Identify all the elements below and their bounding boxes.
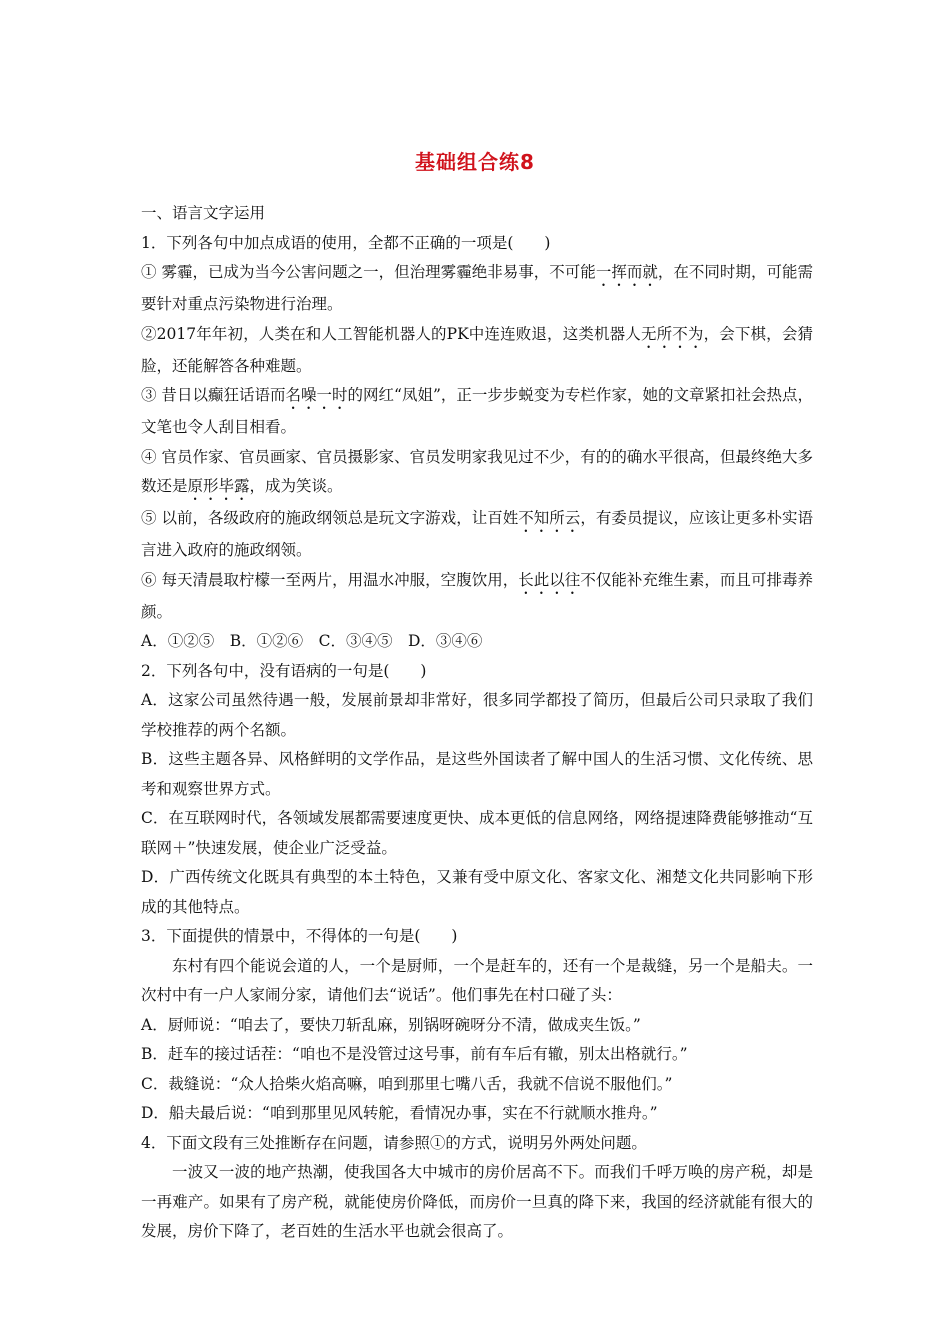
dotted-idiom: 不知所云 bbox=[518, 509, 581, 527]
document-body bbox=[141, 199, 813, 1247]
dotted-idiom: 一挥而就 bbox=[595, 263, 658, 281]
question-4-passage: 一波又一波的地产热潮，使我国各大中城市的房价居高不下。而我们千呼万唤的房产税，却是一再难产。如果有了房产税，就能使房价降低，而房价一旦真的降下来，我国的经济就能有很大的发展，房价下降了，老百姓的生活水平也就会很高了。 bbox=[141, 1163, 813, 1240]
question-1-sentence-2: ②2017年年初，人类在和人工智能机器人的PK中连连败退，这类机器人无所不为，会下棋，会猜脸，还能解答各种难题。 bbox=[141, 324, 813, 375]
question-1-options: A．①②⑤ B．①②⑥ C．③④⑤ D．③④⑥ bbox=[141, 632, 483, 650]
question-1-sentence-4: ④ 官员作家、官员画家、官员摄影家、官员发明家我见过不少，有的的确水平很高，但最终绝大多数还是原形毕露，成为笑谈。 bbox=[141, 447, 813, 495]
section-heading: 一、语言文字运用 bbox=[141, 204, 266, 222]
question-3-passage: 东村有四个能说会道的人，一个是厨师，一个是赶车的，还有一个是裁缝，另一个是船夫。一次村中有一户人家闹分家，请他们去“说话”。他们事先在村口碰了头： bbox=[141, 956, 813, 1004]
question-1-sentence-5: ⑤ 以前，各级政府的施政纲领总是玩文字游戏，让百姓不知所云，有委员提议，应该让更多朴实语言进入政府的施政纲领。 bbox=[141, 509, 813, 559]
question-1-sentence-1: ① 雾霾，已成为当今公害问题之一，但治理雾霾绝非易事，不可能一挥而就，在不同时期，可能需要针对重点污染物进行治理。 bbox=[141, 263, 813, 313]
question-3-option-a: A．厨师说：“咱去了，要快刀斩乱麻，别锅呀碗呀分不清，做成夹生饭。” bbox=[141, 1015, 641, 1034]
question-2-option-c: C．在互联网时代，各领域发展都需要速度更快、成本更低的信息网络，网络提速降费能够推动“互联网＋”快速发展，使企业广泛受益。 bbox=[141, 809, 813, 857]
question-1-stem: 1．下列各句中加点成语的使用，全都不正确的一项是( ) bbox=[141, 233, 551, 252]
question-1-sentence-6: ⑥ 每天清晨取柠檬一至两片，用温水冲服，空腹饮用，长此以往不仅能补充维生素，而且可排毒养颜。 bbox=[141, 570, 813, 621]
dotted-idiom: 原形毕露 bbox=[187, 477, 250, 495]
question-3-option-c: C．裁缝说：“众人拾柴火焰高嘛，咱到那里七嘴八舌，我就不信说不服他们。” bbox=[141, 1074, 673, 1093]
question-3-stem: 3．下面提供的情景中，不得体的一句是( ) bbox=[141, 927, 458, 945]
question-1-sentence-3: ③ 昔日以癫狂话语而名噪一时的网红“凤姐”，正一步步蜕变为专栏作家，她的文章紧扣社会热点，文笔也令人刮目相看。 bbox=[141, 386, 813, 436]
question-2-option-a: A．这家公司虽然待遇一般，发展前景却非常好，很多同学都投了简历，但最后公司只录取了我们学校推荐的两个名额。 bbox=[141, 691, 813, 739]
question-2-option-d: D．广西传统文化既具有典型的本土特色，又兼有受中原文化、客家文化、湘楚文化共同影响下形成的其他特点。 bbox=[141, 868, 813, 916]
question-4-stem: 4．下面文段有三处推断存在问题，请参照①的方式，说明另外两处问题。 bbox=[141, 1133, 647, 1152]
question-3-option-d: D．船夫最后说：“咱到那里见风转舵，看情况办事，实在不行就顺水推舟。” bbox=[141, 1104, 658, 1122]
question-2-stem: 2．下列各句中，没有语病的一句是( ) bbox=[141, 661, 427, 680]
dotted-idiom: 名噪一时 bbox=[285, 386, 348, 404]
question-2-option-b: B．这些主题各异、风格鲜明的文学作品，是这些外国读者了解中国人的生活习惯、文化传统、思考和观察世界方式。 bbox=[141, 750, 813, 798]
question-3-option-b: B．赶车的接过话茬：“咱也不是没管过这号事，前有车后有辙，别太出格就行。” bbox=[141, 1045, 688, 1063]
page-title: 基础组合练8 bbox=[415, 150, 535, 174]
dotted-idiom: 无所不为 bbox=[640, 324, 704, 343]
dotted-idiom: 长此以往 bbox=[518, 570, 581, 589]
